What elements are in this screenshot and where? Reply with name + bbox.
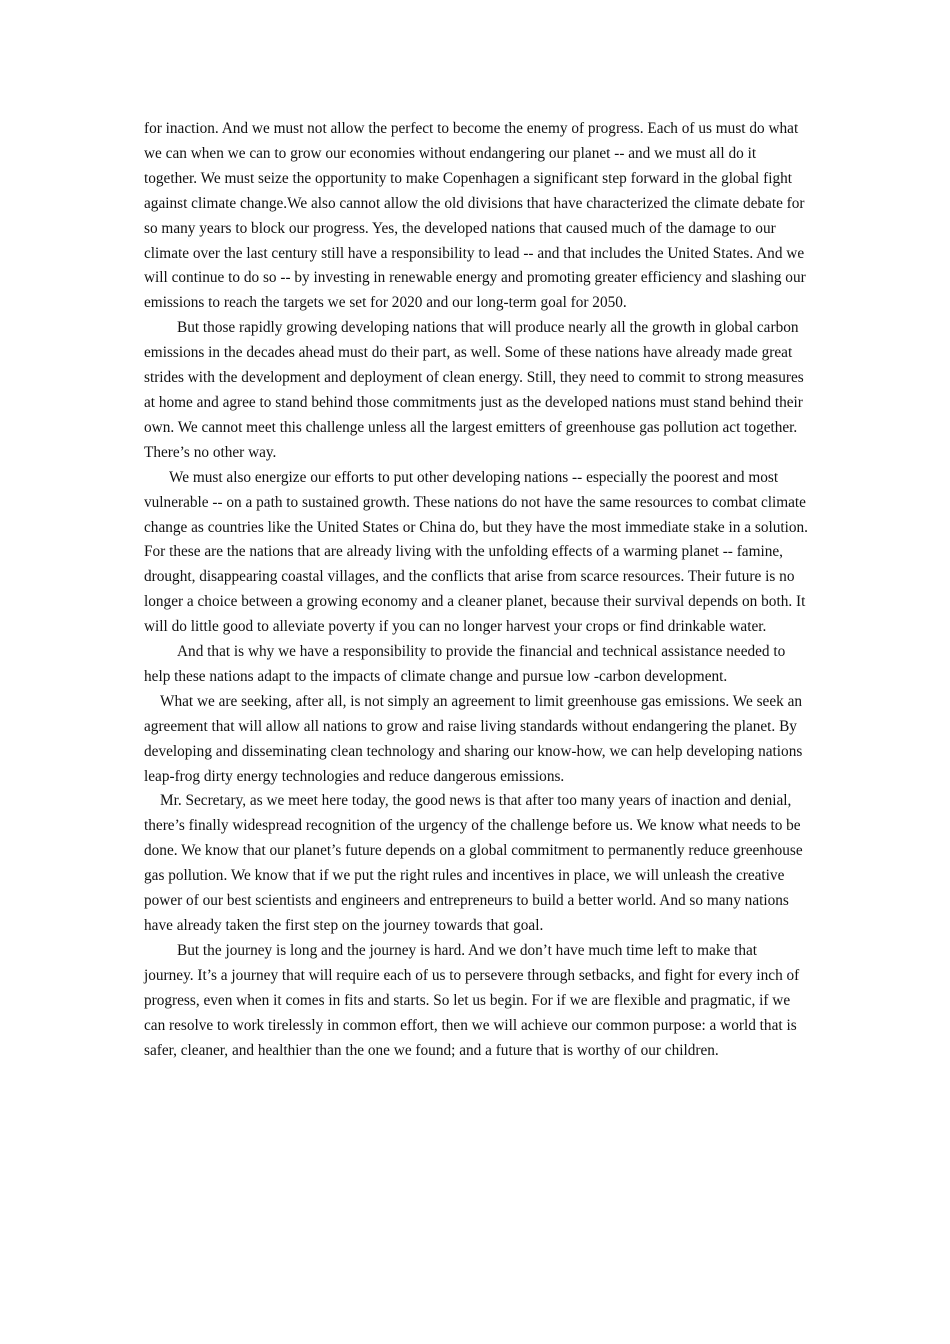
- paragraph-6: Mr. Secretary, as we meet here today, the good news is that after too many years of inaction and denial, there’s finally widespread recognition of the urgency of the challenge before us. We know what needs to be done. We know that our planet’s future depends on a global commitment to permanently reduce greenhouse gas pollution. We know that if we put the right rules and incentives in place, we will unleash the creative power of our best scientists and engineers and entrepreneurs to build a better world. And so many nations have already taken the first step on the journey towards that goal.: [144, 792, 803, 934]
- paragraph-5: What we are seeking, after all, is not simply an agreement to limit greenhouse gas emissions. We seek an agreement that will allow all nations to grow and raise living standards without endangering the planet. By developing and disseminating clean technology and sharing our know-how, we can help developing nations leap-frog dirty energy technologies and reduce dangerous emissions.: [144, 692, 803, 785]
- paragraph-1: for inaction. And we must not allow the perfect to become the enemy of progress. Each of us must do what we can when we can to grow our economies without endangering our planet -- and we must all do it together. We must seize the opportunity to make Copenhagen a significant step forward in the global fight against climate change.We also cannot allow the old divisions that have characterized the climate debate for so many years to block our progress. Yes, the developed nations that caused much of the damage to our climate over the last century still have a responsibility to lead -- and that includes the United States. And we will continue to do so -- by investing in renewable energy and promoting greater efficiency and slashing our emissions to reach the targets we set for 2020 and our long-term goal for 2050.: [144, 120, 806, 312]
- paragraph-2: But those rapidly growing developing nations that will produce nearly all the growth in global carbon emissions in the decades ahead must do their part, as well. Some of these nations have already made great strides with the development and deployment of clean energy. Still, they need to commit to strong measures at home and agree to stand behind those commitments just as the developed nations must stand behind their own. We cannot meet this challenge unless all the largest emitters of greenhouse gas pollution act together. There’s no other way.: [144, 319, 804, 461]
- paragraph-4: And that is why we have a responsibility to provide the financial and technical assistance needed to help these nations adapt to the impacts of climate change and pursue low -carbon development.: [144, 643, 786, 685]
- document-body: [144, 117, 808, 1063]
- paragraph-3: We must also energize our efforts to put other developing nations -- especially the poorest and most vulnerable -- on a path to sustained growth. These nations do not have the same resources to combat climate change as countries like the United States or China do, but they have the most immediate stake in a solution. For these are the nations that are already living with the unfolding effects of a warming planet -- famine, drought, disappearing coastal villages, and the conflicts that arise from scarce resources. Their future is no longer a choice between a growing economy and a cleaner planet, because their survival depends on both. It will do little good to alleviate poverty if you can no longer harvest your crops or find drinkable water.: [144, 468, 808, 636]
- paragraph-7: But the journey is long and the journey is hard. And we don’t have much time left to make that journey. It’s a journey that will require each of us to persevere through setbacks, and fight for every inch of progress, even when it comes in fits and starts. So let us begin. For if we are flexible and pragmatic, if we can resolve to work tirelessly in common effort, then we will achieve our common purpose: a world that is safer, cleaner, and healthier than the one we found; and a future that is worthy of our children.: [144, 941, 800, 1059]
